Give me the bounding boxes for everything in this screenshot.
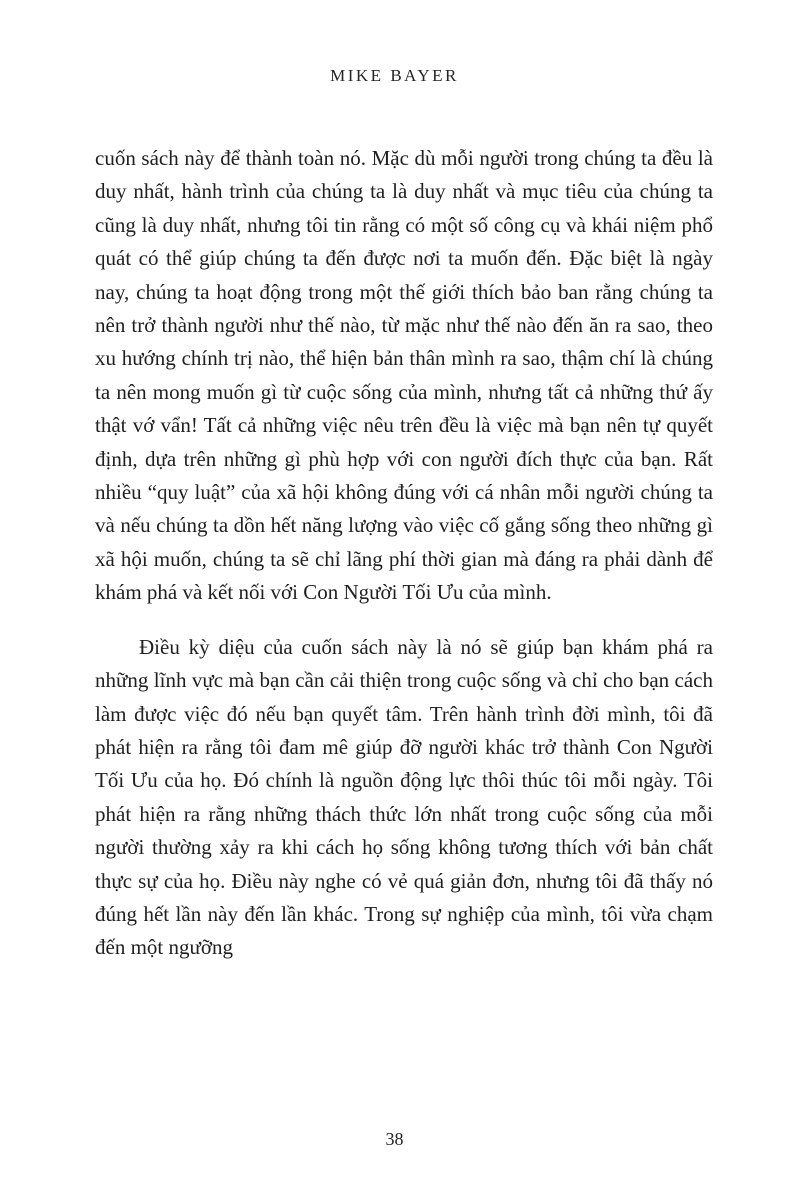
running-header: MIKE BAYER — [330, 66, 459, 85]
paragraph: Điều kỳ diệu của cuốn sách này là nó sẽ giúp bạn khám phá ra những lĩnh vực mà bạn cần cải thiện trong cuộc sống và chỉ cho bạn cách làm được việc đó nếu bạn quyết tâm. Trên hành trình đời mình, tôi đã phát hiện ra rằng tôi đam mê giúp đỡ người khác trở thành Con Người Tối Ưu của họ. Đó chính là nguồn động lực thôi thúc tôi mỗi ngày. Tôi phát hiện ra rằng những thách thức lớn nhất trong cuộc sống của mỗi người thường xảy ra khi cách họ sống không tương thích với bản chất thực sự của họ. Điều này nghe có vẻ quá giản đơn, nhưng tôi đã thấy nó đúng hết lần này đến lần khác. Trong sự nghiệp của mình, tôi vừa chạm đến một ngưỡng — [95, 634, 713, 960]
page-number: 38 — [385, 1129, 404, 1149]
paragraph-continuation: cuốn sách này để thành toàn nó. Mặc dù mỗi người trong chúng ta đều là duy nhất, hành trình của chúng ta là duy nhất và mục tiêu của chúng ta cũng là duy nhất, nhưng tôi tin rằng có một số công cụ và khái niệm phổ quát có thể giúp chúng ta đến được nơi ta muốn đến. Đặc biệt là ngày nay, chúng ta hoạt động trong một thế giới thích bảo ban rằng chúng ta nên trở thành người như thế nào, từ mặc như thế nào đến ăn ra sao, theo xu hướng chính trị nào, thể hiện bản thân mình ra sao, thậm chí là chúng ta nên mong muốn gì từ cuộc sống của mình, nhưng tất cả những thứ ấy thật vớ vẩn! Tất cả những việc nêu trên đều là việc mà bạn nên tự quyết định, dựa trên những gì phù hợp với con người đích thực của bạn. Rất nhiều “quy luật” của xã hội không đúng với cá nhân mỗi người chúng ta và nếu chúng ta dồn hết năng lượng vào việc cố gắng sống theo những gì xã hội muốn, chúng ta sẽ chỉ lãng phí thời gian mà đáng ra phải dành để khám phá và kết nối với Con Người Tối Ưu của mình. — [95, 146, 713, 605]
body-text-block — [95, 142, 713, 965]
